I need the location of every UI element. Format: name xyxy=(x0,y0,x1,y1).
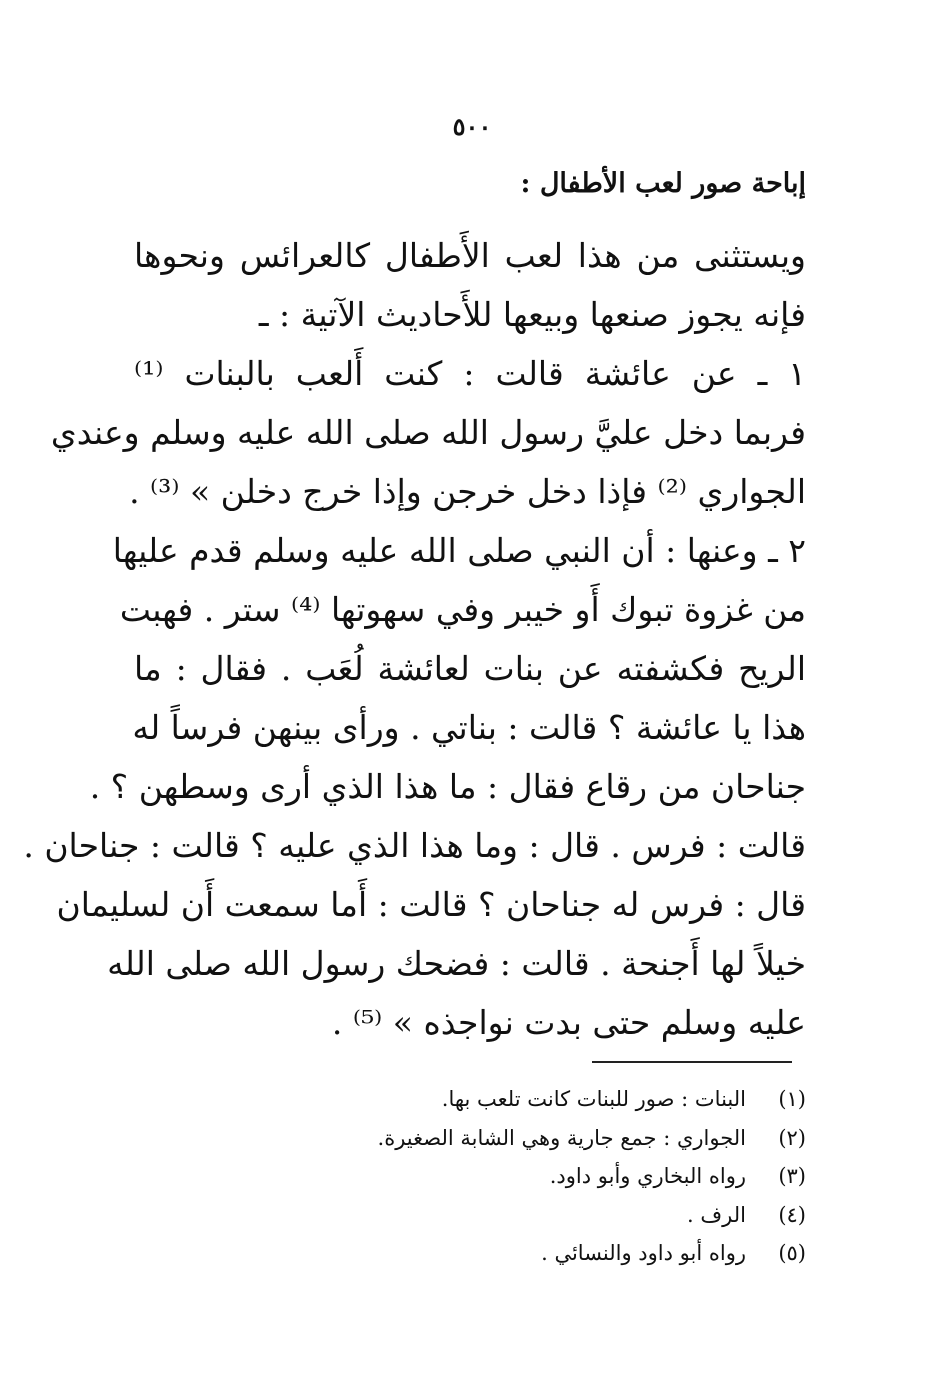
body-line: الريح فكشفته عن بنات لعائشة لُعَب . فقال : ما xyxy=(134,649,806,688)
footnote xyxy=(206,1196,806,1235)
footnote-number: (١) xyxy=(778,1087,806,1111)
body-line: فربما دخل عليَّ رسول الله صلى الله عليه وسلم وعندي xyxy=(50,413,806,452)
body-line: الجواري ⁽²⁾ فإذا دخل خرجن وإذا خرج دخلن » ⁽³⁾ . xyxy=(129,472,806,511)
page-number: ٥٠٠ xyxy=(452,112,492,141)
footnote-number: (٤) xyxy=(778,1202,806,1227)
body-line: ١ ـ عن عائشة قالت : كنت أَلعب بالبنات ⁽¹⁾ xyxy=(134,354,806,393)
body-line: ٢ ـ وعنها : أن النبي صلى الله عليه وسلم قدم عليها xyxy=(112,531,806,570)
footnote-number: (٣) xyxy=(778,1164,806,1188)
body-text xyxy=(23,226,806,1052)
footnote xyxy=(206,1080,806,1119)
footnote xyxy=(206,1157,806,1196)
footnote-separator xyxy=(592,1061,792,1063)
body-line: قال : فرس له جناحان ؟ قالت : أَما سمعت أَن لسليمان xyxy=(56,885,806,924)
footnote xyxy=(206,1119,806,1158)
footnote-number: (٢) xyxy=(778,1125,806,1150)
body-line: خيلاً لها أَجنحة . قالت : فضحك رسول الله صلى الله xyxy=(107,944,806,983)
footnote-number: (٥) xyxy=(778,1241,806,1265)
body-line: قالت : فرس . قال : وما هذا الذي عليه ؟ قالت : جناحان . xyxy=(23,826,806,865)
footnotes xyxy=(206,1080,806,1273)
footnote-text: الرف . xyxy=(687,1202,746,1227)
footnote-text: الجواري : جمع جارية وهي الشابة الصغيرة. xyxy=(377,1125,746,1150)
body-line: هذا يا عائشة ؟ قالت : بناتي . ورأى بينهن فرساً له xyxy=(132,708,806,747)
section-heading: إباحة صور لعب الأطفال : xyxy=(520,168,806,199)
footnote-text: البنات : صور للبنات كانت تلعب بها. xyxy=(441,1087,746,1111)
body-line: من غزوة تبوك أَو خيبر وفي سهوتها ⁽⁴⁾ ستر . فهبت xyxy=(119,590,806,629)
body-line: ويستثنى من هذا لعب الأَطفال كالعرائس ونحوها xyxy=(134,236,806,275)
footnote-text: رواه أبو داود والنسائي . xyxy=(541,1241,746,1265)
body-line: جناحان من رقاع فقال : ما هذا الذي أرى وسطهن ؟ . xyxy=(89,767,806,806)
footnote xyxy=(206,1234,806,1273)
body-line: عليه وسلم حتى بدت نواجذه » ⁽⁵⁾ . xyxy=(331,1003,806,1042)
body-line: فإنه يجوز صنعها وبيعها للأَحاديث الآتية : ـ xyxy=(258,295,806,334)
footnote-text: رواه البخاري وأبو داود. xyxy=(549,1164,746,1188)
